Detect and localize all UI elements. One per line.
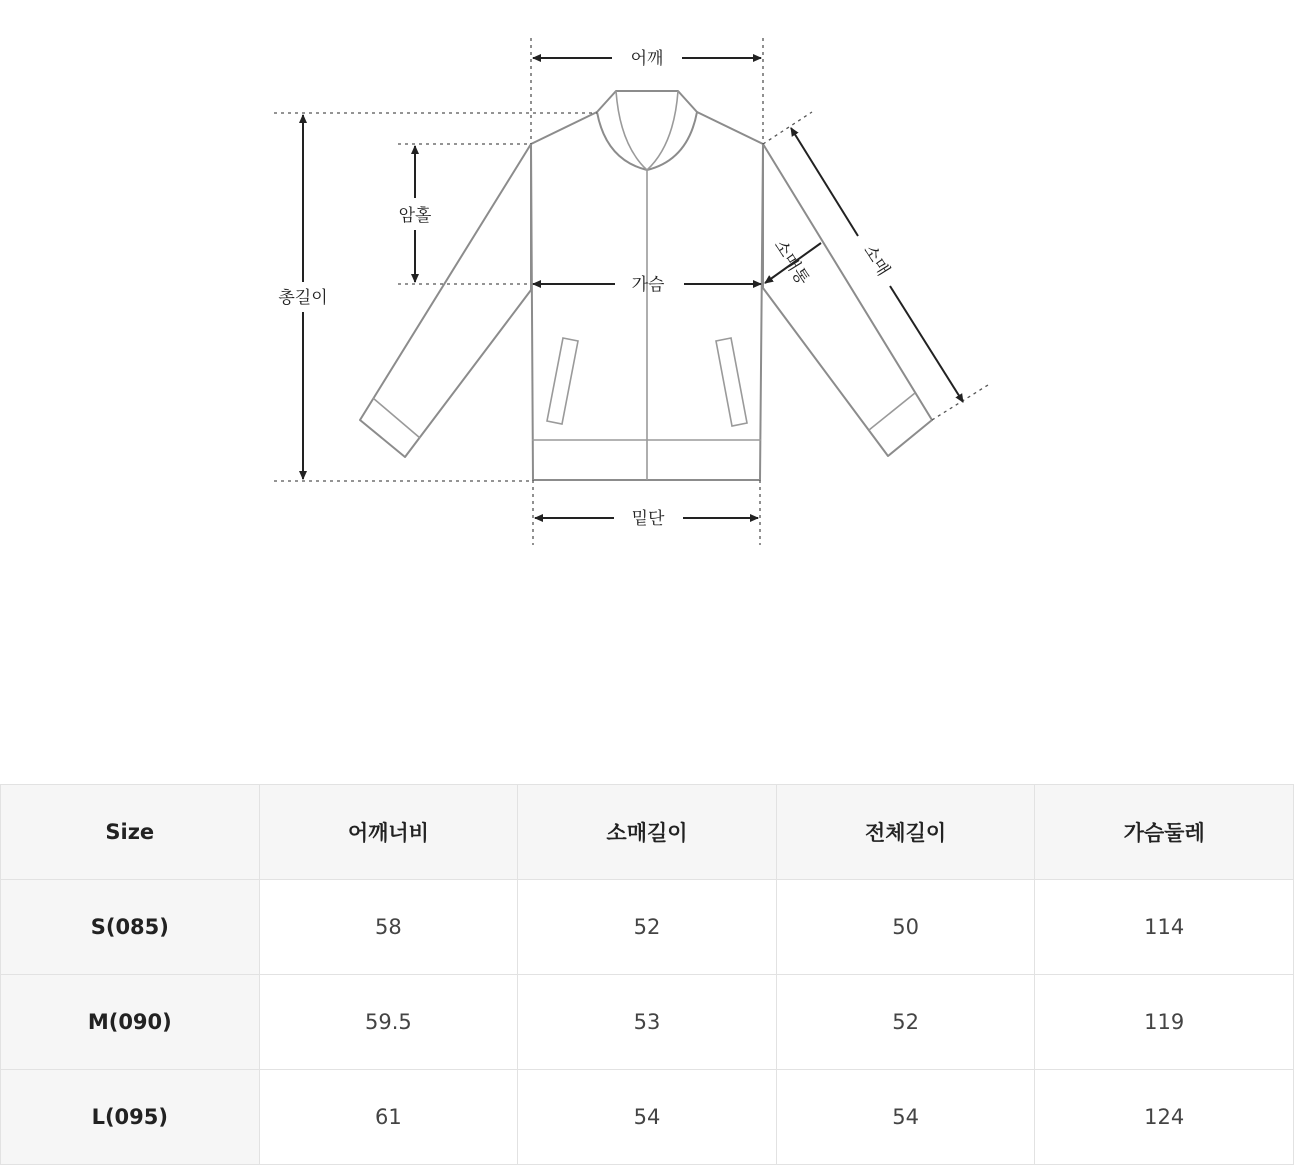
table-row [1, 1070, 1294, 1165]
sleeve-label: 소매 [858, 241, 894, 280]
size-cell: S(085) [1, 880, 260, 975]
table-header-row [1, 785, 1294, 880]
header-total-length: 전체길이 [776, 785, 1035, 880]
value-cell: 52 [518, 880, 777, 975]
value-cell: 53 [518, 975, 777, 1070]
value-cell: 52 [776, 975, 1035, 1070]
value-cell: 61 [259, 1070, 518, 1165]
size-cell: M(090) [1, 975, 260, 1070]
right-sleeve [763, 144, 932, 456]
value-cell: 58 [259, 880, 518, 975]
hem-label: 밑단 [631, 509, 665, 529]
value-cell: 114 [1035, 880, 1294, 975]
value-cell: 54 [776, 1070, 1035, 1165]
value-cell: 54 [518, 1070, 777, 1165]
shoulder-dimension [533, 48, 761, 69]
value-cell: 59.5 [259, 975, 518, 1070]
chest-label: 가슴 [631, 275, 665, 295]
shoulder-label: 어깨 [630, 49, 664, 69]
header-chest: 가슴둘레 [1035, 785, 1294, 880]
table-row [1, 975, 1294, 1070]
total-length-dimension [278, 115, 327, 479]
value-cell: 124 [1035, 1070, 1294, 1165]
left-sleeve [360, 144, 531, 457]
header-sleeve-length: 소매길이 [518, 785, 777, 880]
armhole-dimension [399, 146, 432, 282]
header-shoulder-width: 어깨너비 [259, 785, 518, 880]
size-table [0, 784, 1294, 1165]
hem-dimension [535, 508, 758, 529]
size-cell: L(095) [1, 1070, 260, 1165]
value-cell: 50 [776, 880, 1035, 975]
table-row [1, 880, 1294, 975]
total-length-label: 총길이 [278, 288, 328, 308]
value-cell: 119 [1035, 975, 1294, 1070]
armhole-label: 암홀 [398, 206, 432, 226]
header-size: Size [1, 785, 260, 880]
sleeve-width-label: 소매통 [769, 236, 813, 289]
